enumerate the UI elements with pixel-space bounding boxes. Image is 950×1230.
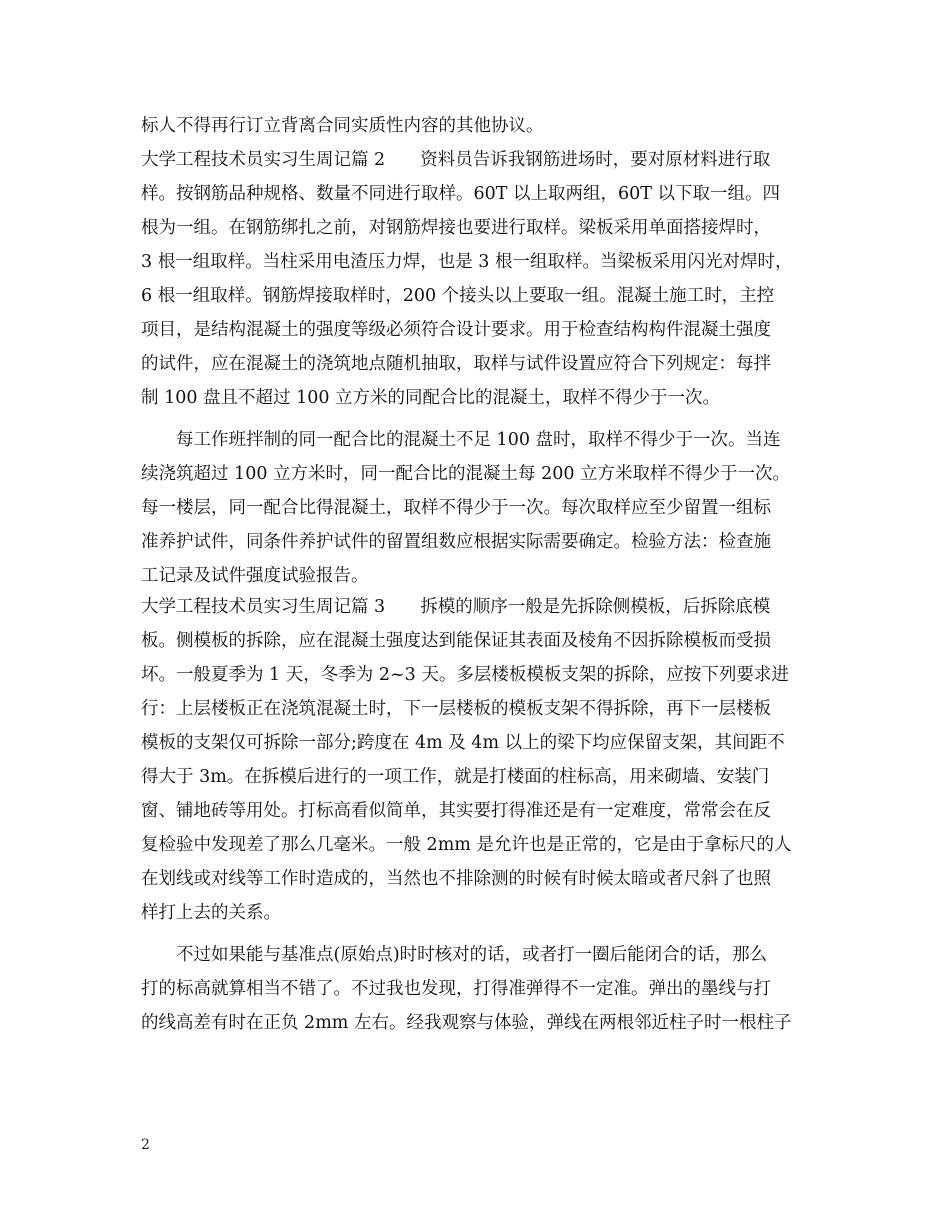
text-line: 得大于 3m。在拆模后进行的一项工作，就是打楼面的柱标高，用来砌墙、安装门 — [141, 767, 770, 787]
text-line: 标人不得再行订立背离合同实质性内容的其他协议。 — [141, 116, 544, 136]
text-line: 样打上去的关系。 — [141, 903, 281, 923]
text-line: 坏。一般夏季为 1 天，冬季为 2~3 天。多层楼板模板支架的拆除，应按下列要求进 — [141, 665, 789, 685]
text-line: 模板的支架仅可拆除一部分;跨度在 4m 及 4m 以上的梁下均应保留支架，其间距不 — [141, 733, 785, 753]
text-line: 行：上层楼板正在浇筑混凝土时，下一层楼板的模板支架不得拆除，再下一层楼板 — [141, 699, 771, 719]
text-line: 在划线或对线等工作时造成的，当然也不排除测的时候有时候太暗或者尺斜了也照 — [141, 869, 771, 889]
text-line: 制 100 盘且不超过 100 立方米的同配合比的混凝土，取样不得少于一次。 — [141, 388, 721, 408]
text-line: 准养护试件，同条件养护试件的留置组数应根据实际需要确定。检验方法：检查施 — [141, 532, 771, 552]
paragraph-first-line: 不过如果能与基准点(原始点)时时核对的话，或者打一圈后能闭合的话，那么 — [176, 945, 768, 965]
page-number: 2 — [141, 1137, 150, 1153]
text-line: 根为一组。在钢筋绑扎之前，对钢筋焊接也要进行取样。梁板采用单面搭接焊时， — [141, 218, 771, 238]
text-line: 6 根一组取样。钢筋焊接取样时，200 个接头以上要取一组。混凝土施工时，主控 — [141, 286, 775, 306]
text-line: 板。侧模板的拆除，应在混凝土强度达到能保证其表面及棱角不因拆除模板而受损 — [141, 631, 771, 651]
text-line: 续浇筑超过 100 立方米时，同一配合比的混凝土每 200 立方米取样不得少于一次。 — [141, 464, 791, 484]
text-line: 打的标高就算相当不错了。不过我也发现，打得准弹得不一定准。弹出的墨线与打 — [141, 979, 771, 999]
text-line: 的线高差有时在正负 2mm 左右。经我观察与体验，弹线在两根邻近柱子时一根柱子 — [141, 1013, 792, 1033]
text-line: 大学工程技术员实习生周记篇 2 资料员告诉我钢筋进场时，要对原材料进行取 — [141, 150, 771, 170]
text-line: 每一楼层，同一配合比得混凝土，取样不得少于一次。每次取样应至少留置一组标 — [141, 498, 771, 518]
section-heading-line: 大学工程技术员实习生周记篇 3 拆模的顺序一般是先拆除侧模板，后拆除底模 — [141, 597, 771, 617]
text-line: 复检验中发现差了那么几毫米。一般 2mm 是允许也是正常的，它是由于拿标尺的人 — [141, 835, 792, 855]
text-line: 样。按钢筋品种规格、数量不同进行取样。60T 以上取两组，60T 以下取一组。四 — [141, 184, 781, 204]
text-line: 的试件，应在混凝土的浇筑地点随机抽取，取样与试件设置应符合下列规定：每拌 — [141, 354, 771, 374]
paragraph-first-line: 每工作班拌制的同一配合比的混凝土不足 100 盘时，取样不得少于一次。当连 — [176, 430, 781, 450]
text-line: 项目，是结构混凝土的强度等级必须符合设计要求。用于检查结构构件混凝土强度 — [141, 320, 771, 340]
text-line: 工记录及试件强度试验报告。 — [141, 566, 369, 586]
text-line: 窗、铺地砖等用处。打标高看似简单，其实要打得准还是有一定难度，常常会在反 — [141, 801, 771, 821]
text-line: 3 根一组取样。当柱采用电渣压力焊，也是 3 根一组取样。当梁板采用闪光对焊时， — [141, 252, 793, 272]
